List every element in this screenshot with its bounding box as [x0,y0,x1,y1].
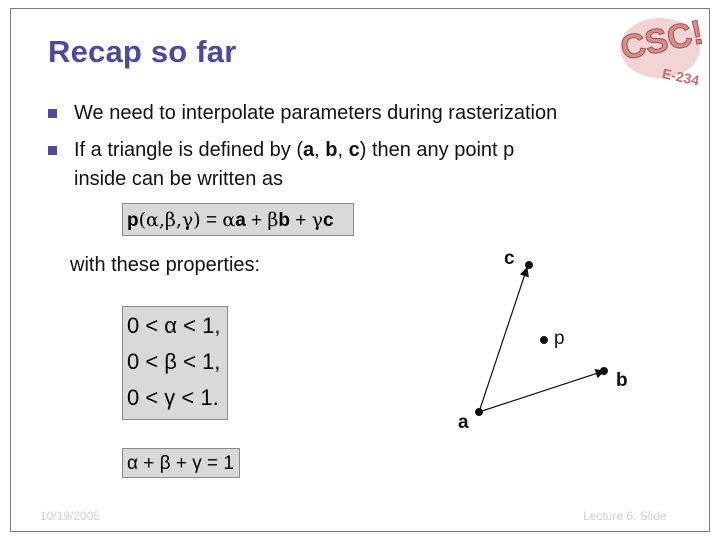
eq-equals: = [200,210,223,231]
label-c: c [504,248,515,269]
logo-subtext: E-234 [660,65,701,89]
bullet-marker-1 [48,109,57,118]
eq-p: p [127,210,139,231]
bullet-2-line2: inside can be written as [74,168,284,190]
point-p [540,336,548,344]
sum-constraint: α + β + γ = 1 [122,448,240,478]
eq-coef-3: γ [311,209,324,231]
eq-var-a: a [235,210,246,231]
bullet-text-2 [74,136,514,194]
inequality-beta: 0 < β < 1, [127,349,221,374]
inequality-alpha: 0 < α < 1, [127,313,221,338]
logo-text: CSC! [617,13,707,68]
barycentric-diagram [440,240,700,440]
eq-coef-1: α [222,209,236,231]
eq-coef-2: β [267,209,279,231]
point-a [475,408,483,416]
bullet-2-sep1: , [314,139,326,161]
bullet-2-pre: If a triangle is defined by ( [74,139,304,161]
footer-lecture: Lecture 6: Slide [583,509,667,523]
eq-plus-1: + [245,210,268,231]
inequalities-box [122,306,228,420]
edge-a-to-b [479,371,604,412]
slide-title: Recap so far [48,34,237,69]
point-b [600,367,608,375]
var-c: c [348,139,360,161]
bullet-2-sep2: , [337,139,349,161]
label-a: a [458,412,469,433]
interpolation-equation [122,203,354,236]
bullet-2-post: ) then any point p [359,139,515,161]
var-b: b [325,139,338,161]
footer-date: 10/19/2005 [40,509,101,523]
label-p: p [554,328,565,349]
inequality-gamma: 0 < γ < 1. [127,385,219,410]
eq-plus-2: + [290,210,312,231]
edge-a-to-c [479,268,527,412]
eq-var-c: c [323,210,334,231]
course-logo [612,8,708,92]
var-a: a [303,139,315,161]
bullet-marker-2 [48,146,57,155]
eq-args: (α,β,γ) [138,209,201,231]
bullet-text-1: We need to interpolate parameters during rasterization [74,102,558,124]
point-c [525,261,533,269]
eq-var-b: b [278,210,291,231]
label-b: b [616,370,628,391]
properties-label: with these properties: [70,254,261,276]
